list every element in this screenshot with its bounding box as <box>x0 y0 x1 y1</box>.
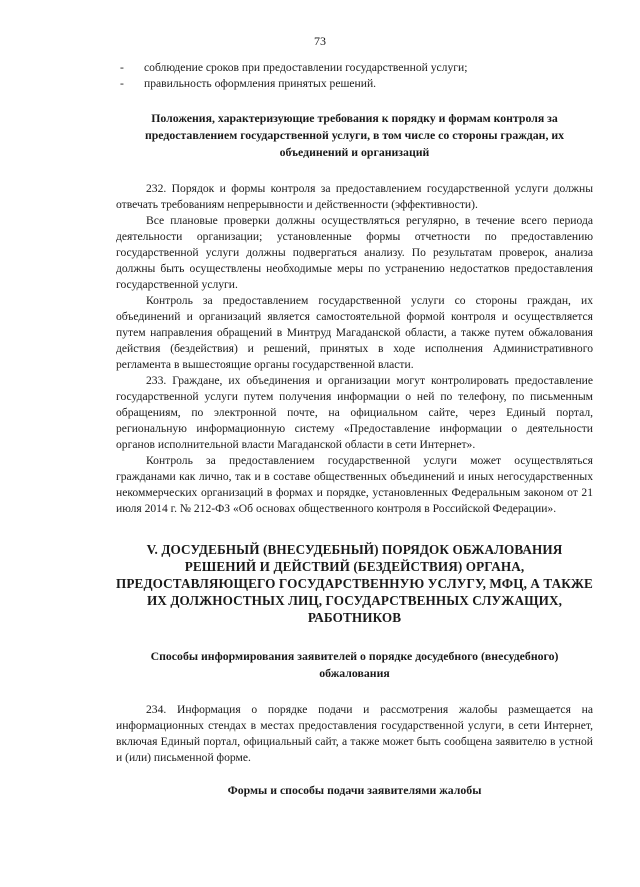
bullet-item <box>116 60 593 76</box>
paragraph-234: 234. Информация о порядке подачи и рассмотрения жалобы размещается на информационных стендах в местах предоставления государственной услуги, в сети Интернет, включая Единый портал, официальный сайт, а также может быть сообщена заявителю в устной и (или) письменной форме. <box>116 703 593 764</box>
section-heading: Положения, характеризующие требования к порядку и формам контроля за предоставлением государственной услуги, в том числе со стороны граждан, их объединений и организаций <box>144 111 565 159</box>
paragraph-232: 232. Порядок и формы контроля за предоставлением государственной услуги должны отвечать требованиям непрерывности и действенности (эффективности). <box>116 182 593 211</box>
bullet-text: соблюдение сроков при предоставлении государственной услуги; <box>144 61 468 74</box>
chapter-heading: V. ДОСУДЕБНЫЙ (ВНЕСУДЕБНЫЙ) ПОРЯДОК ОБЖАЛОВАНИЯ РЕШЕНИЙ И ДЕЙСТВИЙ (БЕЗДЕЙСТВИЯ) ОРГАНА, ПРЕДОСТАВЛЯЮЩЕГО ГОСУДАРСТВЕННУЮ УСЛУГУ, МФЦ, А ТАКЖЕ ИХ ДОЛЖНОСТНЫХ ЛИЦ, ГОСУДАРСТВЕННЫХ СЛУЖАЩИХ, РАБОТНИКОВ <box>116 542 593 625</box>
bullet-marker: - <box>120 61 124 74</box>
subheading-informing: Способы информирования заявителей о порядке досудебного (внесудебного) обжалования <box>150 649 559 680</box>
paragraph: Все плановые проверки должны осуществляться регулярно, в течение всего периода деятельности организации; установленные формы отчетности по предоставлению государственной услуги должны подвергаться анализу. По результатам проверок, анализа должны быть осуществлены необходимые меры по устранению недостатков предоставления государственной услуги. <box>116 214 593 291</box>
bullet-item <box>116 76 593 92</box>
bullet-text: правильность оформления принятых решений. <box>144 77 377 90</box>
page-number: 73 <box>314 34 326 48</box>
paragraph: Контроль за предоставлением государственной услуги со стороны граждан, их объединений и организаций является самостоятельной формой контроля и осуществляется путем направления обращений в Минтруд Магаданской области, а также путем обжалования действия (бездействия) и решений, принятых в ходе исполнения Административного регламента в вышестоящие органы государственной власти. <box>116 294 593 371</box>
paragraph-233: 233. Граждане, их объединения и организации могут контролировать предоставление государственной услуги путем получения информации о ней по телефону, по письменным обращениям, по электронной почте, на официальном сайте, через Единый портал, региональную информационную систему «Предоставление информации о деятельности органов исполнительной власти Магаданской области в сети Интернет». <box>116 374 593 451</box>
bullet-marker: - <box>120 77 124 90</box>
paragraph: Контроль за предоставлением государственной услуги может осуществляться гражданами как лично, так и в составе общественных объединений и иных негосударственных некоммерческих организаций в формах и порядке, установленных Федеральным законом от 21 июля 2014 г. № 212-ФЗ «Об основах общественного контроля в Российской Федерации». <box>116 454 593 515</box>
page-content <box>116 60 593 799</box>
subheading-complaint-forms: Формы и способы подачи заявителями жалобы <box>227 783 482 797</box>
